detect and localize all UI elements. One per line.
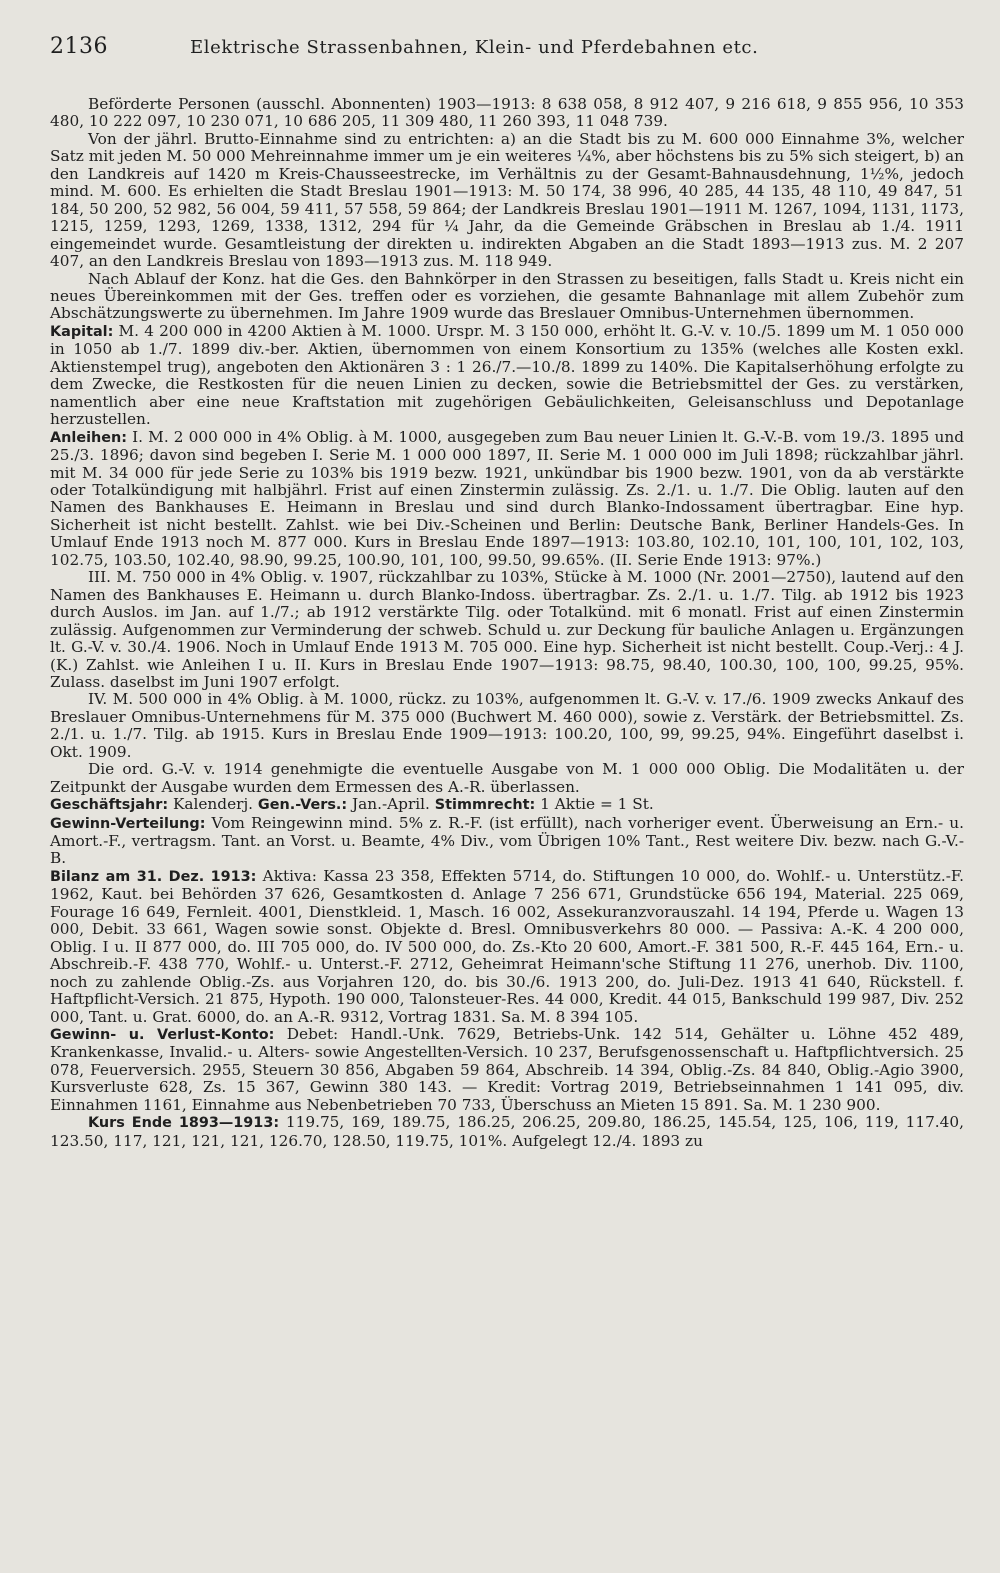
guv-label: Gewinn- u. Verlust-Konto: <box>50 1027 275 1044</box>
paragraph-guv <box>50 1026 964 1114</box>
genvers-label: Gen.-Vers.: <box>257 797 348 814</box>
guv-text: Debet: Handl.-Unk. 7629, Betriebs-Unk. 142 514, Gehälter u. Löhne 452 489, Krankenkasse, Invalid.- u. Alters- sowie Angestellten-Versich. 10 237, Berufsgenossenschaft u. Haftpflichtversich. 25 078, Feuerversich. 2955, Steuern 30 856, Abgaben 59 864, Abschreib. 14 394, Oblig.-Zs. 84 840, Oblig.-Agio 3900, Kursverluste 628, Zs. 15 367, Gewinn 380 143. — Kredit: Vortrag 2019, Betriebseinnahmen 1 141 095, div. Einnahmen 1161, Einnahme aus Nebenbetrieben 70 733, Überschuss an Mieten 15 891. Sa. M. 1 230 900. <box>50 1025 964 1114</box>
paragraph-gewinn-verteilung <box>50 815 964 868</box>
kapital-label: Kapital: <box>50 323 114 340</box>
running-title: Elektrische Strassenbahnen, Klein- und Pferdebahnen etc. <box>190 37 759 58</box>
paragraph-bilanz <box>50 868 964 1026</box>
bilanz-text: Aktiva: Kassa 23 358, Effekten 5714, do. Stiftungen 10 000, do. Wohlf.- u. Unterstütz.-F. 1962, Kaut. bei Behörden 37 626, Gesamtkosten d. Anlage 7 256 671, Grundstücke 656 194, Material. 225 069, Fourage 16 649, Fernleit. 4001, Dienstkleid. 1, Masch. 16 002, Assekuranzvorauszahl. 14 194, Pferde u. Wagen 13 000, Debit. 33 661, Wagen sowie sonst. Objekte d. Bresl. Omnibusverkehrs 80 000. — Passiva: A.-K. 4 200 000, Oblig. I u. II 877 000, do. III 705 000, do. IV 500 000, do. Zs.-Kto 20 600, Amort.-F. 381 500, R.-F. 445 164, Ern.- u. Abschreib.-F. 438 770, Wohlf.- u. Unterst.-F. 2712, Geheimrat Heimann'sche Stiftung 11 276, unerhob. Div. 1100, noch zu zahlende Oblig.-Zs. aus Vorjahren 120, do. bis 30./6. 1913 200, do. Juli-Dez. 1913 41 640, Rückstell. f. Haftpflicht-Versich. 21 875, Hypoth. 190 000, Talonsteuer-Res. 44 000, Kredit. 44 015, Bankschuld 199 987, Div. 252 000, Tant. u. Grat. 6000, do. an A.-R. 9312, Vortrag 1831. Sa. M. 8 394 105. <box>50 866 964 1026</box>
paragraph-general-assembly: Die ord. G.-V. v. 1914 genehmigte die eventuelle Ausgabe von M. 1 000 000 Oblig. Die Modalitäten u. der Zeitpunkt der Ausgabe wurden dem Ermessen des A.-R. überlassen. <box>50 760 964 796</box>
paragraph-anleihe-4: IV. M. 500 000 in 4% Oblig. à M. 1000, rückz. zu 103%, aufgenommen lt. G.-V. v. 17./6. 1909 zwecks Ankauf des Breslauer Omnibus-Unternehmens für M. 375 000 (Buchwert M. 460 000), sowie z. Verstärk. der Betriebsmittel. Zs. 2./1. u. 1./7. Tilg. ab 1915. Kurs in Breslau Ende 1909—1913: 100.20, 100, 99, 99.25, 94%. Eingeführt daselbst i. Okt. 1909. <box>50 690 964 761</box>
body-text <box>50 96 964 1150</box>
page-number: 2136 <box>50 34 108 59</box>
anleihen-text: I. M. 2 000 000 in 4% Oblig. à M. 1000, ausgegeben zum Bau neuer Linien lt. G.-V.-B. vom 19./3. 1895 und 25./3. 1896; davon sind begeben I. Serie M. 1 000 000 1897, II. Serie M. 1 000 000 im Juli 1898; rückzahlbar jährl. mit M. 34 000 für jede Serie zu 103% bis 1919 bezw. 1921, unkündbar bis 1900 bezw. 1901, von da ab verstärkte oder Totalkündigung mit halbjährl. Frist auf einen Zinstermin zulässig. Zs. 2./1. u. 1./7. Die Oblig. lauten auf den Namen des Bankhauses E. Heimann in Breslau und sind durch Blanko-Indossament übertragbar. Eine hyp. Sicherheit ist nicht bestellt. Zahlst. wie bei Div.-Scheinen und Berlin: Deutsche Bank, Berliner Handels-Ges. In Umlauf Ende 1913 noch M. 877 000. Kurs in Breslau Ende 1897—1913: 103.80, 102.10, 101, 100, 101, 102, 103, 102.75, 103.50, 102.40, 98.90, 99.25, 100.90, 101, 100, 99.50, 99.65%. (II. Serie Ende 1913: 97%.) <box>50 427 964 569</box>
gewinn-label: Gewinn-Verteilung: <box>50 815 206 832</box>
bilanz-label: Bilanz am 31. Dez. 1913: <box>50 868 257 885</box>
page-header <box>50 34 964 74</box>
geschaeftsjahr-label: Geschäftsjahr: <box>50 797 169 814</box>
paragraph-concession: Nach Ablauf der Konz. hat die Ges. den Bahnkörper in den Strassen zu beseitigen, falls Stadt u. Kreis nicht ein neues Übereinkommen mit der Ges. treffen oder es vorziehen, die gesamte Bahnanlage mit allem Zubehör zum Abschätzungswerte zu übernehmen. Im Jahre 1909 wurde das Breslauer Omnibus-Unternehmen übernommen. <box>50 269 964 323</box>
paragraph-taxes: Von der jährl. Brutto-Einnahme sind zu entrichten: a) an die Stadt bis zu M. 600 000 Einnahme 3%, welcher Satz mit jeden M. 50 000 Mehreinnahme immer um je ein weiteres ¼%, aber höchstens bis zu 5% sich steigert, b) an den Landkreis auf 1420 m Kreis-Chausseestrecke, im Verhältnis zu der Gesamt-Bahnausdehnung, 1½%, jedoch mind. M. 600. Es erhielten die Stadt Breslau 1901—1913: M. 50 174, 38 996, 40 285, 44 135, 48 110, 49 847, 51 184, 50 200, 52 982, 56 004, 59 411, 57 558, 59 864; der Landkreis Breslau 1901—1911 M. 1267, 1094, 1131, 1173, 1215, 1259, 1293, 1269, 1338, 1312, 294 für ¼ Jahr, da die Gemeinde Gräbschen in Breslau ab 1./4. 1911 eingemeindet wurde. Gesamtleistung der direkten u. indirekten Abgaben an die Stadt 1893—1913 zus. M. 2 207 407, an den Landkreis Breslau von 1893—1913 zus. M. 118 949. <box>50 129 964 271</box>
kurs-text: 119.75, 169, 189.75, 186.25, 206.25, 209.80, 186.25, 145.54, 125, 106, 119, 117.40, 123.50, 117, 121, 121, 121, 126.70, 128.50, 119.75, 101%. Aufgelegt 12./4. 1893 zu <box>50 1113 964 1150</box>
paragraph-kurs <box>50 1114 964 1150</box>
paragraph-kapital <box>50 323 964 429</box>
stimmrecht-text: 1 Aktie = 1 St. <box>535 795 654 814</box>
stimmrecht-label: Stimmrecht: <box>434 797 536 814</box>
kurs-label: Kurs Ende 1893—1913: <box>88 1115 280 1132</box>
geschaeftsjahr-text: Kalenderj. <box>168 795 258 814</box>
gewinn-text: Vom Reingewinn mind. 5% z. R.-F. (ist erfüllt), nach vorheriger event. Überweisung an Ern.- u. Amort.-F., vertragsm. Tant. an Vorst. u. Beamte, 4% Div., vom Übrigen 10% Tant., Rest weitere Div. bezw. nach G.-V.-B. <box>50 813 964 868</box>
paragraph-geschaeftsjahr <box>50 796 964 814</box>
anleihen-label: Anleihen: <box>50 429 128 446</box>
kapital-text: M. 4 200 000 in 4200 Aktien à M. 1000. Urspr. M. 3 150 000, erhöht lt. G.-V. v. 10./5. 1899 um M. 1 050 000 in 1050 ab 1./7. 1899 div.-ber. Aktien, übernommen von einem Konsortium zu 135% (welches alle Kosten exkl. Aktienstempel trug), angeboten den Aktionären 3 : 1 26./7.—10./8. 1899 zu 140%. Die Kapitalserhöhung erfolgte zu dem Zwecke, die Restkosten für die neuen Linien zu decken, sowie die Betriebsmittel der Ges. zu verstärken, namentlich aber eine neue Kraftstation mit zugehörigen Gebäulichkeiten, Geleisanschluss und Depotanlage herzustellen. <box>50 321 964 429</box>
paragraph-passengers: Beförderte Personen (ausschl. Abonnenten) 1903—1913: 8 638 058, 8 912 407, 9 216 618, 9 855 956, 10 353 480, 10 222 097, 10 230 071, 10 686 205, 11 309 480, 11 260 393, 11 048 739. <box>50 95 964 131</box>
genvers-text: Jan.-April. <box>347 795 435 814</box>
paragraph-anleihe-3: III. M. 750 000 in 4% Oblig. v. 1907, rückzahlbar zu 103%, Stücke à M. 1000 (Nr. 2001—2750), lautend auf den Namen des Bankhauses E. Heimann u. durch Blanko-Indoss. übertragbar. Zs. 2./1. u. 1./7. Tilg. ab 1912 bis 1923 durch Auslos. im Jan. auf 1./7.; ab 1912 verstärkte Tilg. oder Totalkünd. mit 6 monatl. Frist auf einen Zinstermin zulässig. Aufgenommen zur Verminderung der schweb. Schuld u. zur Deckung für bauliche Anlagen u. Ergänzungen lt. G.-V. v. 30./4. 1906. Noch in Umlauf Ende 1913 M. 705 000. Eine hyp. Sicherheit ist nicht bestellt. Coup.-Verj.: 4 J. (K.) Zahlst. wie Anleihen I u. II. Kurs in Breslau Ende 1907—1913: 98.75, 98.40, 100.30, 100, 100, 99.25, 95%. Zulass. daselbst im Juni 1907 erfolgt. <box>50 568 964 691</box>
paragraph-anleihen <box>50 429 964 570</box>
